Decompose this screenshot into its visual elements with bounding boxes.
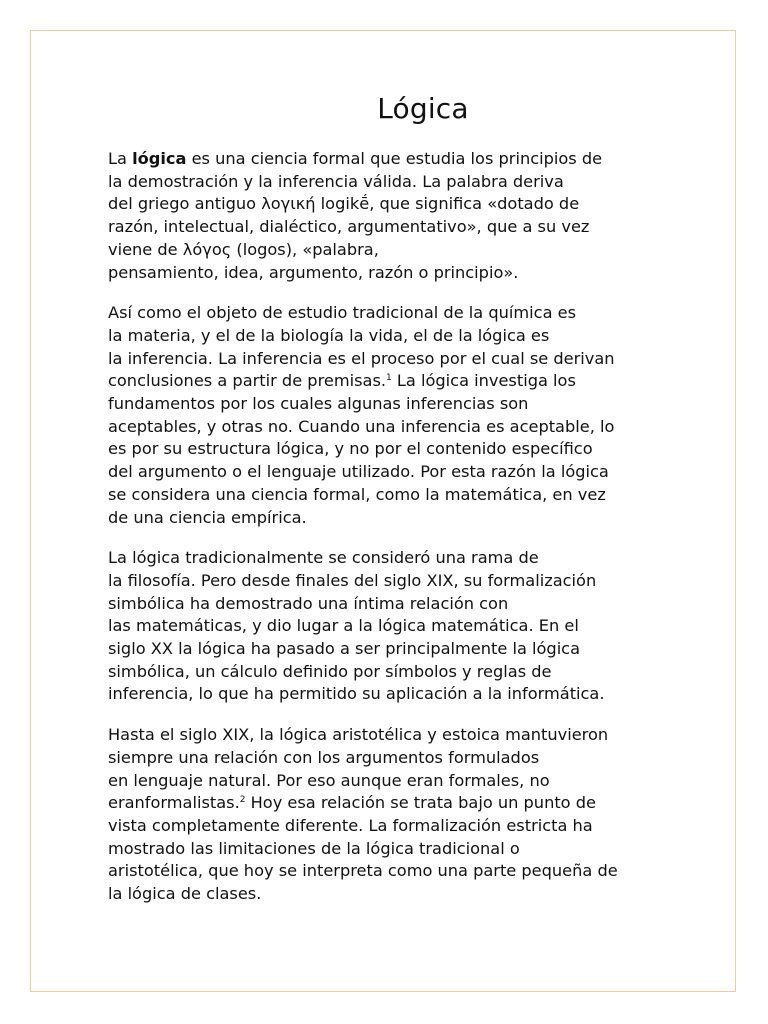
text-line: la materia, y el de la biología la vida, el de la lógica es (108, 325, 550, 345)
text-segment: eranformalistas. (108, 793, 240, 813)
text-line: viene de λόγος (logos), «palabra, (108, 239, 379, 259)
text-segment: conclusiones a partir de premisas. (108, 371, 387, 391)
text-line: del argumento o el lenguaje utilizado. Por esta razón la lógica (108, 462, 609, 482)
text-segment: La (108, 149, 133, 168)
text-line: fundamentos por los cuales algunas inferencias son (108, 394, 529, 414)
paragraph-4 (108, 724, 668, 906)
paragraph-3 (108, 547, 668, 706)
text-segment: es una ciencia formal que estudia los principios de (186, 149, 603, 168)
text-line: aceptables, y otras no. Cuando una inferencia es aceptable, lo (108, 416, 615, 436)
footnote-ref-2[interactable]: 2 (239, 795, 246, 806)
text-line (108, 792, 668, 815)
text-line: Hasta el siglo XIX, la lógica aristotélica y estoica mantuvieron (108, 725, 609, 745)
text-line: las matemáticas, y dio lugar a la lógica matemática. En el (108, 616, 579, 636)
text-line (108, 370, 668, 393)
text-segment: La lógica investiga los (391, 371, 576, 391)
text-line: de una ciencia empírica. (108, 507, 307, 527)
text-line: pensamiento, idea, argumento, razón o principio». (108, 262, 519, 282)
text-line (108, 148, 668, 171)
footnote-ref-1[interactable]: 1 (386, 373, 392, 384)
text-line: aristotélica, que hoy se interpreta como una parte pequeña de (108, 861, 618, 881)
paragraph-2 (108, 302, 668, 529)
bold-term: lógica (132, 149, 187, 168)
text-line: simbólica, un cálculo definido por símbolos y reglas de (108, 661, 552, 681)
text-line: mostrado las limitaciones de la lógica tradicional o (108, 838, 520, 858)
text-line: siempre una relación con los argumentos formulados (108, 747, 540, 767)
text-line: la filosofía. Pero desde finales del siglo XIX, su formalización (108, 570, 597, 590)
text-line: la lógica de clases. (108, 884, 262, 904)
text-line: simbólica ha demostrado una íntima relación con (108, 593, 509, 613)
text-line: en lenguaje natural. Por eso aunque eran formales, no (108, 770, 550, 790)
text-line: Así como el objeto de estudio tradicional de la química es (108, 303, 577, 323)
text-line: la demostración y la inferencia válida. La palabra deriva (108, 171, 564, 191)
text-line: razón, intelectual, dialéctico, argumentativo», que a su vez (108, 217, 590, 237)
text-line: inferencia, lo que ha permitido su aplicación a la informática. (108, 684, 605, 704)
text-line: se considera una ciencia formal, como la matemática, en vez (108, 484, 606, 504)
text-segment: Hoy esa relación se trata bajo un punto de (245, 793, 596, 813)
text-line: del griego antiguo λογική logikḗ, que significa «dotado de (108, 194, 580, 214)
text-line: vista completamente diferente. La formalización estricta ha (108, 815, 593, 835)
paragraph-1 (108, 148, 668, 284)
document-body (108, 148, 668, 924)
text-line: es por su estructura lógica, y no por el contenido específico (108, 439, 593, 459)
text-line: siglo XX la lógica ha pasado a ser principalmente la lógica (108, 639, 581, 659)
document-title: Lógica (377, 92, 469, 125)
text-line: La lógica tradicionalmente se consideró una rama de (108, 548, 539, 568)
text-line: la inferencia. La inferencia es el proceso por el cual se derivan (108, 348, 615, 368)
